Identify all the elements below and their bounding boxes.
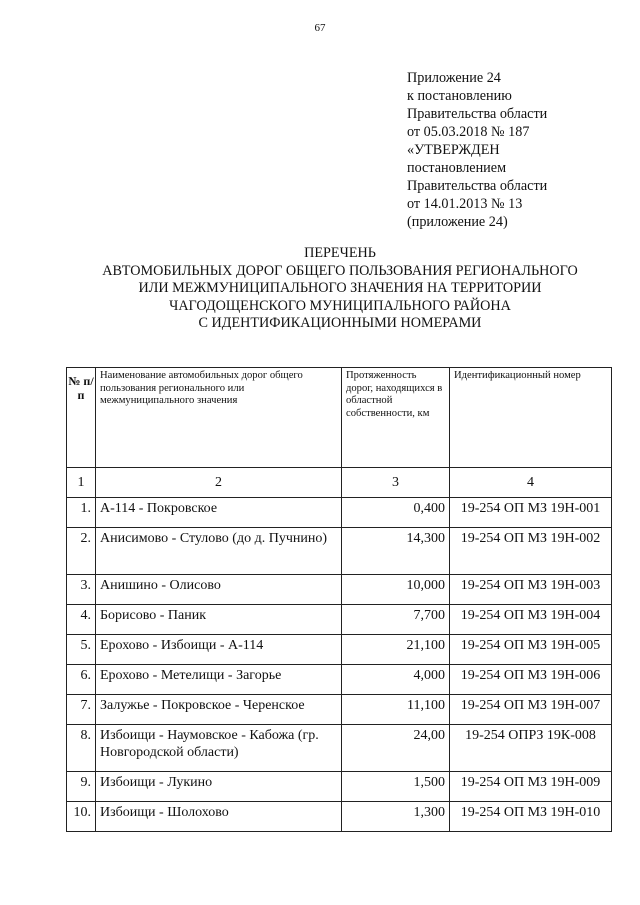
row-length: 0,400 [342,498,450,528]
column-number: 3 [342,468,450,498]
row-id: 19-254 ОП МЗ 19Н-001 [450,498,612,528]
row-num: 5. [67,635,96,665]
annex-line: от 05.03.2018 № 187 [407,124,530,140]
roads-table [66,367,612,832]
annex-line: от 14.01.2013 № 13 [407,196,523,212]
table-row [67,498,612,528]
table-row [67,725,612,772]
row-num: 9. [67,772,96,802]
row-length: 1,500 [342,772,450,802]
annex-line: (приложение 24) [407,214,508,230]
row-name: Ерохово - Метелищи - Загорье [96,665,342,695]
row-name: Анисимово - Стулово (до д. Пучнино) [96,528,342,575]
document-title [40,245,640,333]
table-row [67,605,612,635]
row-name: Избоищи - Наумовское - Кабожа (гр. Новгородской области) [96,725,342,772]
column-number: 1 [67,468,96,498]
header-num: № п/п [67,368,96,468]
annex-line: постановлением [407,160,507,176]
row-id: 19-254 ОП МЗ 19Н-002 [450,528,612,575]
annex-line: «УТВЕРЖДЕН [407,142,500,158]
row-length: 10,000 [342,575,450,605]
table-row [67,528,612,575]
row-id: 19-254 ОП МЗ 19Н-010 [450,802,612,832]
row-name: Борисово - Паник [96,605,342,635]
row-num: 10. [67,802,96,832]
row-id: 19-254 ОП МЗ 19Н-009 [450,772,612,802]
row-num: 6. [67,665,96,695]
column-number: 2 [96,468,342,498]
title-line: ИЛИ МЕЖМУНИЦИПАЛЬНОГО ЗНАЧЕНИЯ НА ТЕРРИТОРИИ [138,280,542,297]
title-line: АВТОМОБИЛЬНЫХ ДОРОГ ОБЩЕГО ПОЛЬЗОВАНИЯ РЕГИОНАЛЬНОГО [102,262,578,279]
row-num: 3. [67,575,96,605]
row-length: 21,100 [342,635,450,665]
row-id: 19-254 ОП МЗ 19Н-007 [450,695,612,725]
row-id: 19-254 ОПРЗ 19К-008 [450,725,612,772]
row-id: 19-254 ОП МЗ 19Н-004 [450,605,612,635]
row-num: 1. [67,498,96,528]
column-numbers-row [67,468,612,498]
column-number: 4 [450,468,612,498]
row-num: 7. [67,695,96,725]
annex-line: Приложение 24 [407,70,501,86]
row-num: 2. [67,528,96,575]
annex-line: Правительства области [407,178,548,194]
annex-line: Правительства области [407,106,548,122]
row-name: А-114 - Покровское [96,498,342,528]
row-length: 7,700 [342,605,450,635]
row-length: 11,100 [342,695,450,725]
table-header-row [67,368,612,468]
row-name: Залужье - Покровское - Черенское [96,695,342,725]
header-length: Протяженность дорог, находящихся в областной собственности, км [342,368,450,468]
row-length: 1,300 [342,802,450,832]
table-row [67,772,612,802]
title-line: ПЕРЕЧЕНЬ [304,245,376,261]
row-length: 14,300 [342,528,450,575]
row-name: Анишино - Олисово [96,575,342,605]
row-name: Избоищи - Шолохово [96,802,342,832]
annex-line: к постановлению [407,88,512,104]
table-row [67,695,612,725]
row-num: 4. [67,605,96,635]
row-length: 4,000 [342,665,450,695]
row-id: 19-254 ОП МЗ 19Н-006 [450,665,612,695]
row-id: 19-254 ОП МЗ 19Н-005 [450,635,612,665]
row-name: Избоищи - Лукино [96,772,342,802]
annex-block [407,69,547,231]
table-row [67,665,612,695]
page-number: 67 [314,22,326,34]
title-line: С ИДЕНТИФИКАЦИОННЫМИ НОМЕРАМИ [198,315,482,332]
title-line: ЧАГОДОЩЕНСКОГО МУНИЦИПАЛЬНОГО РАЙОНА [169,297,511,314]
row-length: 24,00 [342,725,450,772]
table-row [67,635,612,665]
table-row [67,575,612,605]
header-name: Наименование автомобильных дорог общего пользования регионального или межмуниципального значения [96,368,342,468]
row-name: Ерохово - Избоищи - А-114 [96,635,342,665]
table-row [67,802,612,832]
row-id: 19-254 ОП МЗ 19Н-003 [450,575,612,605]
header-id: Идентификационный номер [450,368,612,468]
row-num: 8. [67,725,96,772]
